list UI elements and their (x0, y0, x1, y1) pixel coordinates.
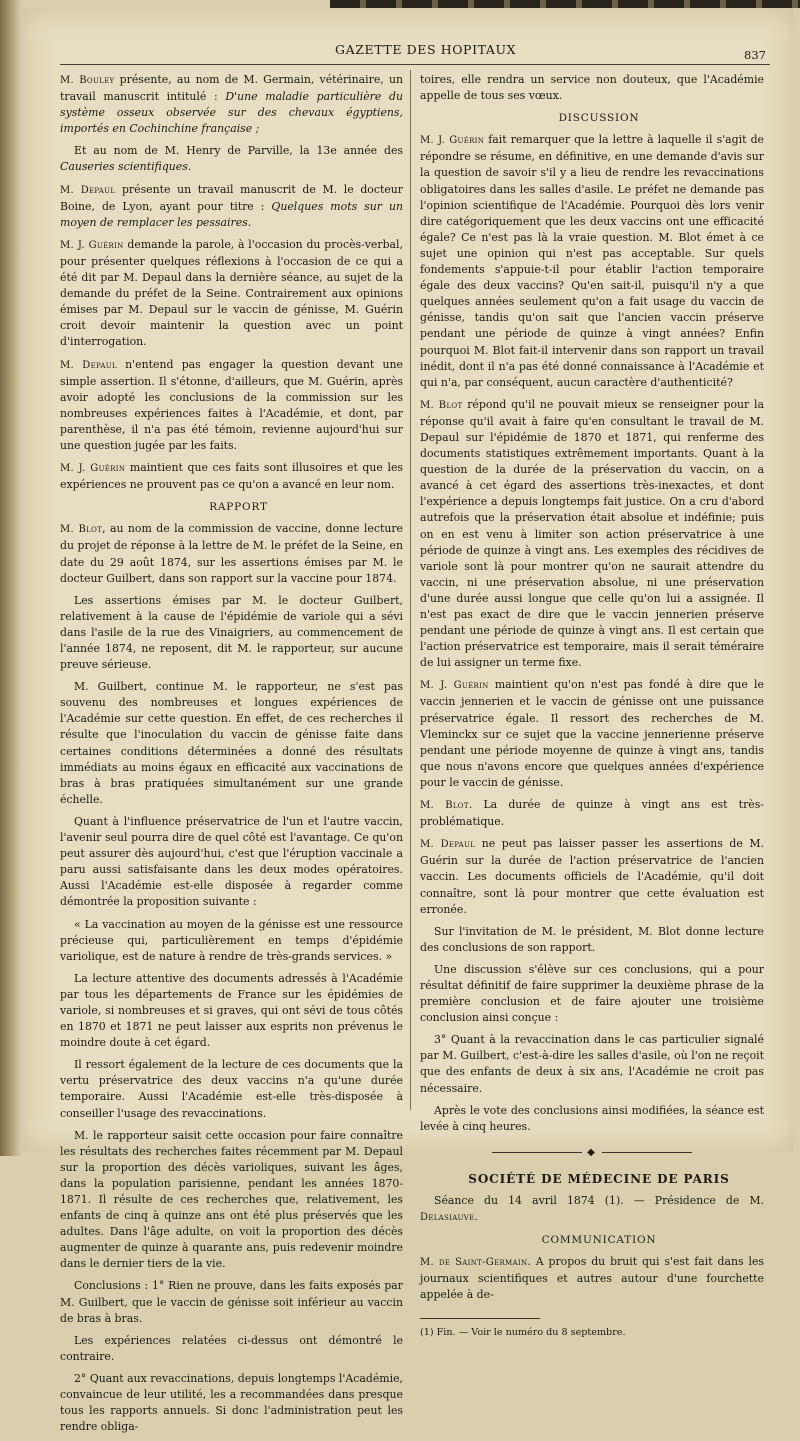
president-name: Delasiauve. (420, 1212, 478, 1224)
paragraph: La lecture attentive des documents adressés à l'Académie par tous les départements de France sur les épidémies de variole, si nombreuses et si graves, qui ont sévi de tous côtés en 1870 et 1871 ne peut laisser aux esprits non prévenus le moindre doute à cet égard. (60, 971, 403, 1050)
paragraph-text: . A propos du bruit qui s'est fait dans les journaux scientifiques et autres autour d'une fourchette appelée à de- (420, 1255, 764, 1302)
paragraph: Quant à l'influence préservatrice de l'un et l'autre vaccin, l'avenir seul pourra dire de quel côté est l'avantage. Ce qu'on peut assurer dès aujourd'hui, c'est que l'éruption vaccinale a paru aussi satisfaisante dans les deux modes opératoires. Aussi l'Académie est-elle disposée à regarder comme démontrée la proposition suivante : (60, 814, 403, 909)
separator-line (602, 1152, 692, 1153)
footnote: (1) Fin. — Voir le numéro du 8 septembre. (420, 1326, 626, 1338)
paragraph-guerin-4 (420, 677, 764, 791)
footnote-rule (420, 1318, 540, 1319)
speaker-name: M. J. Guérin (420, 135, 485, 147)
paragraph-blot-short (420, 797, 764, 830)
speaker-name: M. Bouley (60, 75, 115, 86)
right-column (420, 72, 764, 1347)
column-divider (410, 70, 411, 1110)
paragraph-depaul-3 (420, 836, 764, 917)
paragraph-text: maintient qu'on n'est pas fondé à dire que le vaccin jennerien et le vaccin de génisse ont une puissance préservatrice égale. Il ressort des recherches de M. Vleminckx sur ce sujet que la vaccine jennerienne préserve pendant une période moyenne de quinze à vingt ans, tandis que nous n'avons encore que quelques années d'expérience pour le vaccin de génisse. (420, 678, 764, 789)
ornament-separator: ◆ (420, 1145, 764, 1161)
session-text: Séance du 14 avril 1874 (1). — Présidence de M. (434, 1194, 764, 1207)
paragraph-parville (60, 143, 403, 175)
header-rule (60, 64, 770, 65)
paragraph-text: présente un travail manuscrit de M. le docteur Boine, de Lyon, ayant pour titre : (60, 182, 403, 213)
book-gutter-edge (0, 0, 22, 1156)
paragraph-text: , au nom de la commission de vaccine, donne lecture du projet de réponse à la lettre de M. le préfet de la Seine, en date du 29 août 1874, sur les assertions émises par M. le docteur Guilbert, dans son rapport sur la vaccine pour 1874. (60, 522, 403, 585)
page-number: 837 (744, 48, 766, 62)
paragraph-text: Et au nom de M. Henry de Parville, la 13e année des (74, 144, 403, 158)
running-header-title: GAZETTE DES HOPITAUX (335, 42, 517, 57)
speaker-name: M. Blot (60, 524, 103, 536)
paragraph-continued: toires, elle rendra un service non douteux, que l'Académie appelle de tous ses vœux. (420, 73, 764, 103)
quoted-proposition: « La vaccination au moyen de la génisse est une ressource précieuse qui, particulièrement en temps d'épidémie variolique, est de nature à rendre de très-grands services. » (60, 917, 403, 963)
conclusion-3: 3° Quant à la revaccination dans le cas particulier signalé par M. Guilbert, c'est-à-dire les salles d'asile, où l'on ne reçoit que des enfants de deux à six ans, l'Académie ne croit pas nécessaire. (420, 1033, 764, 1095)
conclusion-2: 2° Quant aux revaccinations, depuis longtemps l'Académie, convaincue de leur utilité, les a recommandées dans presque tous les rapports annuels. Si donc l'administration peut les rendre obliga- (60, 1371, 403, 1434)
speaker-name: M. Depaul (420, 839, 476, 851)
paragraph-guerin-3 (420, 132, 764, 391)
paragraph-guerin-1 (60, 237, 403, 351)
conclusion-1: Conclusions : 1° Rien ne prouve, dans les faits exposés par M. Guilbert, que le vaccin de génisse soit inférieur au vaccin de bras à bras. (60, 1279, 403, 1325)
paragraph: Sur l'invitation de M. le président, M. Blot donne lecture des conclusions de son rapport. (420, 924, 764, 954)
paragraph-depaul-1 (60, 182, 403, 231)
paragraph-depaul-2 (60, 357, 403, 455)
paragraph: M. Guilbert, continue M. le rapporteur, ne s'est pas souvenu des nombreuses et longues expériences de l'Académie sur cette question. En effet, de ces recherches il résulte que l'inoculation du vaccin de génisse faite dans certaines conditions déterminées a donné des résultats immédiats au moins égaux en efficacité aux vaccinations de bras à bras pratiquées simultanément sur une grande échelle. (60, 680, 403, 806)
paragraph: Il ressort également de la lecture de ces documents que la vertu préservatrice des deux vaccins n'a qu'une durée temporaire. Aussi l'Académie est-elle très-disposée à conseiller l'usage des revaccinations. (60, 1058, 403, 1120)
page-top-border (330, 0, 800, 8)
paragraph-saint-germain (420, 1254, 764, 1303)
speaker-name: M. Depaul (60, 184, 116, 196)
paragraph-text: . La durée de quinze à vingt ans est très-problématique. (420, 798, 764, 829)
paragraph: Les assertions émises par M. le docteur Guilbert, relativement à la cause de l'épidémie de variole qui a sévi dans l'asile de la rue des Vinaigriers, au commencement de l'année 1874, ne reposent, dit M. le rapporteur, sur aucune preuve sérieuse. (60, 593, 403, 672)
speaker-name: M. Blot (420, 800, 469, 812)
paragraph-text: n'entend pas engager la question devant une simple assertion. Il s'étonne, d'ailleurs, que M. Guérin, après avoir adopté les conclusions de la commission sur les nombreuses expériences faites à l'Académie, et dont, par parenthèse, il n'a pas été témoin, revienne aujourd'hui sur une question jugée par les faits. (60, 357, 403, 452)
work-title: Quelques mots sur un moyen de remplacer les pessaires. (60, 199, 403, 229)
society-section-title: SOCIÉTÉ DE MÉDECINE DE PARIS (468, 1171, 730, 1186)
paragraph-text: répond qu'il ne pouvait mieux se renseigner pour la réponse qu'il avait à faire qu'en consultant le travail de M. Depaul sur l'épidémie de 1870 et 1871, qui renferme des documents statistiques extrêmement importants. Quant à la question de la durée de la préservation du vaccin, on a avancé à cet égard des assertions très-inexactes, et dont l'expérience a depuis longtemps fait justice. On a cru d'abord autrefois que la préservation était absolue et indéfinie; puis on en est venu à limiter son action préservatrice à une période de quinze à vingt ans. Les exemples des récidives de variole sont là pour montrer qu'on ne saurait attendre du vaccin, ni une préservation absolue, ni une préservation d'une durée aussi longue que celle qu'on lui a assignée. Il n'est pas exact de dire que le vaccin jennerien préserve pendant une période de quinze à vingt ans. Il est certain que l'action préservatrice est temporaire, mais il serait téméraire de lui assigner un terme fixe. (420, 397, 764, 670)
session-line (420, 1193, 764, 1226)
work-title: D'une maladie particulière du système osseux observée sur des chevaux égyptiens, importés en Cochinchine française ; (60, 90, 403, 136)
left-column (60, 72, 403, 1441)
speaker-name: M. J. Guérin (420, 680, 489, 692)
paragraph-blot-reply (420, 397, 764, 672)
separator-line (492, 1152, 582, 1153)
speaker-name: M. Blot (420, 399, 463, 411)
paragraph-text: ne peut pas laisser passer les assertions de M. Guérin sur la durée de l'action préservatrice de l'ancien vaccin. Les documents officiels de l'Académie, qu'il doit connaître, sont là pour montrer que cette évaluation est erronée. (420, 837, 764, 916)
speaker-name: M. Depaul (60, 359, 117, 371)
section-heading-communication: COMMUNICATION (541, 1234, 657, 1247)
section-heading-rapport: RAPPORT (209, 501, 268, 514)
paragraph-bouley (60, 72, 403, 137)
paragraph-text: présente, au nom de M. Germain, vétérinaire, un travail manuscrit intitulé : (60, 73, 404, 104)
section-heading-discussion: DISCUSSION (558, 112, 640, 125)
speaker-name: M. de Saint-Germain (420, 1257, 528, 1269)
work-title: Causeries scientifiques. (60, 160, 192, 174)
paragraph-text: fait remarquer que la lettre à laquelle il s'agit de répondre se résume, en définitive, en une demande d'avis sur la question de savoir s'il y a lieu de rendre les revaccinations obligatoires dans les salles d'asile. Le préfet ne demande pas l'opinion scientifique de l'Académie. Pourquoi dès lors venir dire catégoriquement que les deux vaccins ont une efficacité égale? Ce n'est pas là la vraie question. M. Blot émet à ce sujet une opinion qui n'est pas acceptable. Sur quels fondements s'appuie-t-il pour établir l'action temporaire égale des deux vaccins? Qu'en sait-il, puisqu'il n'y a que quelques années seulement qu'on a fait usage du vaccin de génisse, tandis qu'on sait que l'ancien vaccin préserve pendant une période de quinze à vingt années? Enfin pourquoi M. Blot fait-il intervenir dans son rapport un travail inédit, dont il n'a pas été donné connaissance à l'Académie et qui n'a, par conséquent, aucun caractère d'authenticité? (420, 133, 765, 389)
paragraph-text: demande la parole, à l'occasion du procès-verbal, pour présenter quelques réflexions à l'occasion de ce qui a été dit par M. Depaul dans la dernière séance, au sujet de la demande du préfet de la Seine. Contrairement aux opinions émises par M. Depaul sur le vaccin de génisse, M. Guérin croit devoir maintenir la question avec un point d'interrogation. (60, 237, 403, 349)
paragraph-blot-rapport (60, 521, 403, 586)
paragraph: M. le rapporteur saisit cette occasion pour faire connaître les résultats des recherches faites récemment par M. Depaul sur la proportion des décès varioliques, suivant les âges, dans la population parisienne, pendant les années 1870-1871. Il résulte de ces recherches que, relativement, les enfants de cinq à quinze ans ont été plus préservés que les adultes. Dans l'âge adulte, on voit la proportion des décès augmenter de quinze à quarante ans, puis redevenir moindre dans le dernier tiers de la vie. (60, 1128, 403, 1271)
speaker-name: M. J. Guérin (60, 463, 126, 475)
paragraph-text: maintient que ces faits sont illusoires et que les expériences ne prouvent pas ce qu'on a avancé en leur nom. (60, 461, 404, 492)
paragraph: Les expériences relatées ci-dessus ont démontré le contraire. (60, 1333, 403, 1363)
paragraph: Après le vote des conclusions ainsi modifiées, la séance est levée à cinq heures. (420, 1103, 764, 1133)
speaker-name: M. J. Guérin (60, 239, 124, 251)
paragraph-guerin-2 (60, 460, 403, 493)
paragraph: Une discussion s'élève sur ces conclusions, qui a pour résultat définitif de faire supprimer la deuxième phrase de la première conclusion et de faire ajouter une troisième conclusion ainsi conçue : (420, 962, 764, 1025)
